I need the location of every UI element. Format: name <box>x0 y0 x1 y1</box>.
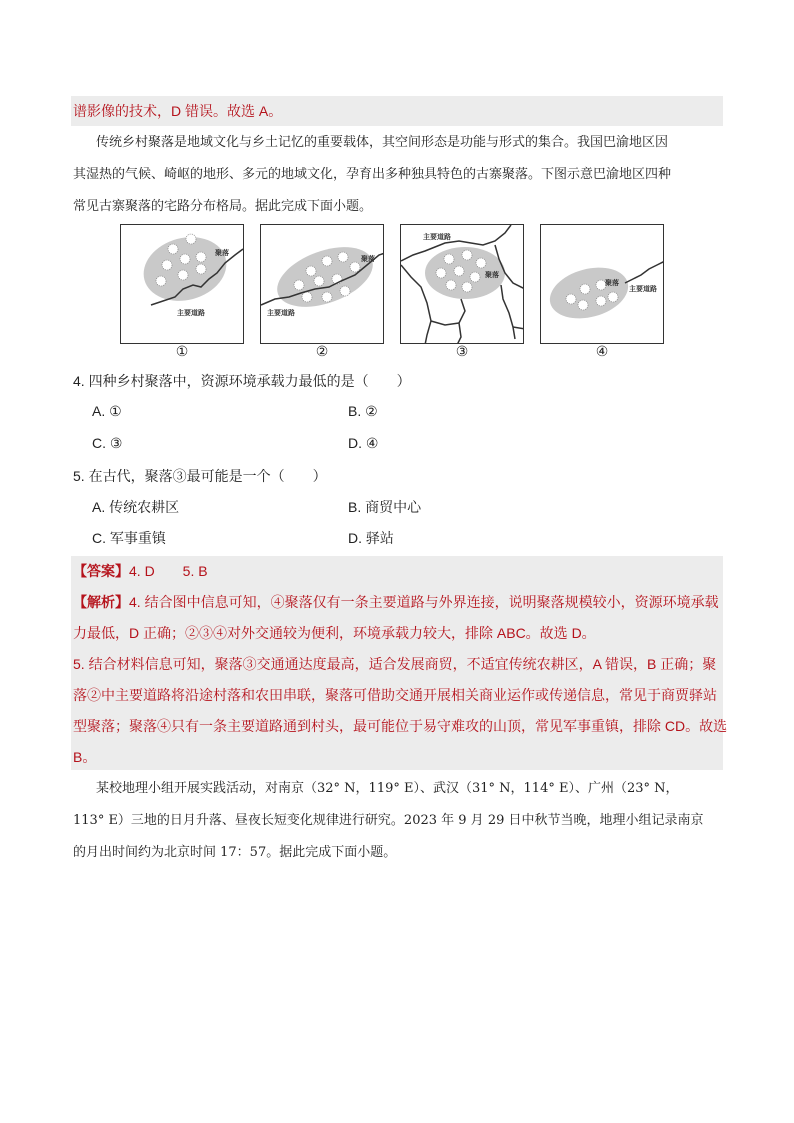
fig2-road-label: 主要道路 <box>267 309 295 317</box>
fig1-settlement-label: 聚落 <box>215 249 229 257</box>
material2-line2: 113° E）三地的日月升落、昼夜长短变化规律进行研究。2023 年 9 月 29 日中秋节当晚，地理小组记录南京 <box>73 813 704 828</box>
fig4-settlement-label: 聚落 <box>605 279 619 287</box>
analysis-text-1: 4. 结合图中信息可知，④聚落仅有一条主要道路与外界连接，说明聚落规模较小，资源环境承载 <box>129 594 719 610</box>
analysis-line3: 5. 结合材料信息可知，聚落③交通通达度最高，适合发展商贸，不适宜传统农耕区，A 错误，B 正确；聚 <box>73 656 717 672</box>
material2-line3: 的月出时间约为北京时间 17：57。据此完成下面小题。 <box>73 845 397 860</box>
q4-option-d[interactable]: D. ④ <box>348 435 379 451</box>
q4-option-b[interactable]: B. ② <box>348 403 378 419</box>
material1-line2: 其湿热的气候、崎岖的地形、多元的地域文化，孕育出多种独具特色的古寨聚落。下图示意巴渝地区四种 <box>73 167 672 182</box>
q5-option-c[interactable]: C. 军事重镇 <box>92 530 166 546</box>
analysis-line5: 型聚落；聚落④只有一条主要道路通到村头，最可能位于易守难攻的山顶，常见军事重镇，排除 CD。故选 <box>73 718 728 734</box>
material2-line1: 某校地理小组开展实践活动，对南京（32° N，119° E）、武汉（31° N，114° E）、广州（23° N， <box>96 781 679 796</box>
prev-explanation-tail: 谱影像的技术，D 错误。故选 A。 <box>73 103 283 119</box>
fig3-road-label: 主要道路 <box>423 233 451 241</box>
figure-1-number: ① <box>175 344 189 360</box>
q4-option-c[interactable]: C. ③ <box>92 435 123 451</box>
answer-line <box>73 561 208 581</box>
answer-label: 【答案】 <box>73 563 129 579</box>
fig2-settlement-label: 聚落 <box>361 255 375 263</box>
q5-stem: 5. 在古代，聚落③最可能是一个（ ） <box>73 468 327 484</box>
analysis-line2: 力最低，D 正确；②③④对外交通较为便利，环境承载力较大，排除 ABC。故选 D。 <box>73 625 596 641</box>
analysis-line6: B。 <box>73 749 97 765</box>
figure-3-number: ③ <box>455 344 469 360</box>
q4-stem: 4. 四种乡村聚落中，资源环境承载力最低的是（ ） <box>73 373 411 389</box>
figure-1 <box>120 224 244 344</box>
analysis-bg <box>71 586 723 770</box>
fig4-road-label: 主要道路 <box>629 285 657 293</box>
q5-option-a[interactable]: A. 传统农耕区 <box>92 499 180 515</box>
q5-option-d[interactable]: D. 驿站 <box>348 530 394 546</box>
material1-line3: 常见古寨聚落的宅路分布格局。据此完成下面小题。 <box>73 199 373 214</box>
figure-4-number: ④ <box>595 344 609 360</box>
fig1-road-label: 主要道路 <box>177 309 205 317</box>
material1-line1: 传统乡村聚落是地域文化与乡土记忆的重要载体，其空间形态是功能与形式的集合。我国巴渝地区因 <box>96 135 669 150</box>
analysis-line1 <box>73 592 719 612</box>
answer-text: 4. D 5. B <box>129 563 208 579</box>
analysis-line4: 落②中主要道路将沿途村落和农田串联，聚落可借助交通开展相关商业运作或传递信息，常见于商贾驿站 <box>73 687 717 703</box>
q4-option-a[interactable]: A. ① <box>92 403 122 419</box>
figure-3 <box>400 224 524 344</box>
q5-option-b[interactable]: B. 商贸中心 <box>348 499 422 515</box>
figure-2-number: ② <box>315 344 329 360</box>
fig3-settlement-label: 聚落 <box>485 271 499 279</box>
figure-4 <box>540 224 664 344</box>
figure-2 <box>260 224 384 344</box>
analysis-label: 【解析】 <box>73 594 129 610</box>
